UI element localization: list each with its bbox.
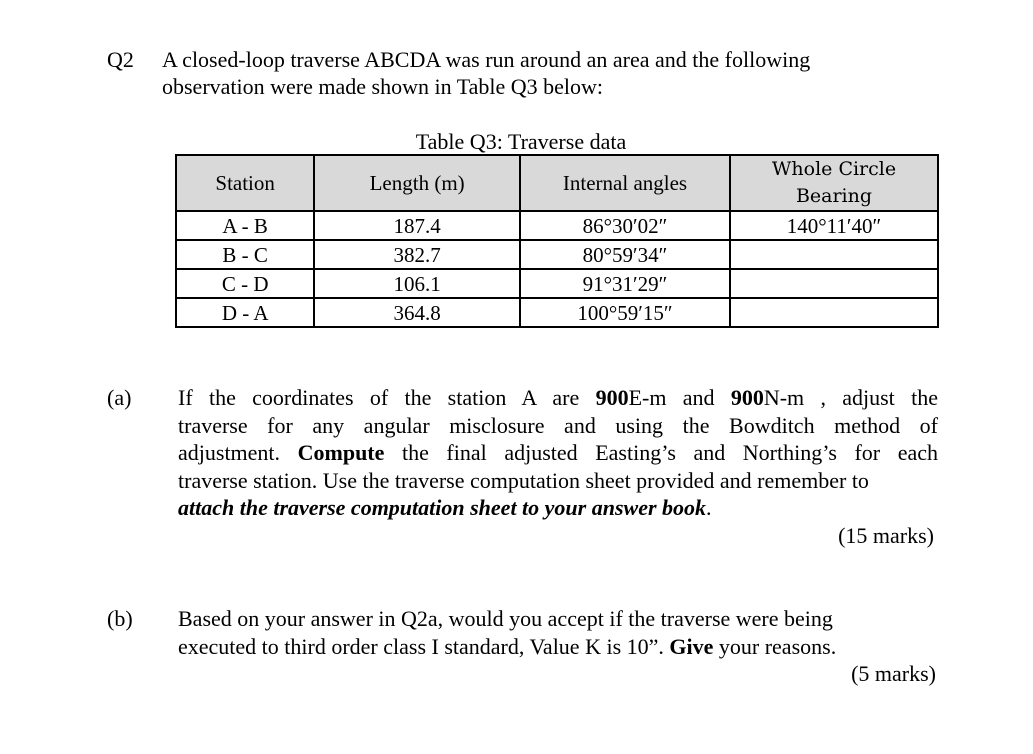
part-b-text [178, 605, 938, 660]
part-b-line-2-post: your reasons. [713, 633, 837, 659]
table-row [176, 240, 938, 269]
part-a-line-1 [178, 384, 938, 412]
part-b-line-2-pre: executed to third order class I standard, Value K is 10”. [178, 633, 670, 659]
part-b-label: (b) [107, 606, 133, 631]
cell-length: 187.4 [314, 211, 520, 240]
table-row [176, 269, 938, 298]
cell-station: C - D [176, 269, 314, 298]
table-row [176, 298, 938, 327]
cell-internal-angle: 86°30′02″ [520, 211, 730, 240]
cell-bearing [730, 298, 938, 327]
cell-length: 364.8 [314, 298, 520, 327]
give-emphasis: Give [669, 633, 714, 659]
header-whole-circle-bearing [730, 155, 938, 211]
cell-station: D - A [176, 298, 314, 327]
part-a-line-2: traverse for any angular misclosure and using the Bowditch method of [178, 412, 938, 438]
part-a-line-1-pre: If the coordinates of the station A are [178, 385, 596, 410]
compute-emphasis: Compute [297, 440, 385, 465]
traverse-data-table [175, 154, 939, 328]
part-a-line-1-mid: E-m and [628, 385, 731, 410]
question-intro-line-1: A closed-loop traverse ABCDA was run around an area and the following [162, 47, 811, 72]
cell-internal-angle: 80°59′34″ [520, 240, 730, 269]
part-b-line-1: Based on your answer in Q2a, would you accept if the traverse were being [178, 606, 833, 631]
attach-sheet-instruction: attach the traverse computation sheet to your answer book [178, 495, 707, 520]
header-internal-angles: Internal angles [520, 155, 730, 211]
northing-value: 900 [730, 385, 764, 410]
cell-bearing: 140°11′40″ [730, 211, 938, 240]
cell-bearing [730, 269, 938, 298]
part-a-line-5-end: . [706, 495, 712, 520]
table-header-row [176, 155, 938, 211]
question-intro-line-2: observation were made shown in Table Q3 below: [162, 74, 603, 99]
header-wcb-line-1: Whole Circle [771, 158, 897, 180]
part-a-line-5 [178, 494, 938, 522]
part-a-line-4: traverse station. Use the traverse computation sheet provided and remember to [178, 467, 869, 493]
part-a-text [178, 384, 938, 522]
part-a-line-3 [178, 439, 938, 467]
header-station: Station [176, 155, 314, 211]
cell-bearing [730, 240, 938, 269]
table-row [176, 211, 938, 240]
table-caption: Table Q3: Traverse data [415, 129, 627, 154]
part-a-line-3-pre: adjustment. [178, 440, 298, 465]
part-b-line-2 [178, 633, 938, 661]
cell-length: 106.1 [314, 269, 520, 298]
easting-value: 900 [595, 385, 629, 410]
part-a-marks: (15 marks) [838, 523, 934, 548]
cell-internal-angle: 100°59′15″ [520, 298, 730, 327]
part-b-marks: (5 marks) [851, 661, 936, 686]
cell-internal-angle: 91°31′29″ [520, 269, 730, 298]
header-wcb-line-2: Bearing [795, 185, 873, 207]
part-a-label: (a) [107, 385, 132, 410]
part-a-line-1-post: N-m , adjust the [763, 385, 938, 410]
question-number: Q2 [107, 47, 134, 72]
cell-length: 382.7 [314, 240, 520, 269]
cell-station: A - B [176, 211, 314, 240]
cell-station: B - C [176, 240, 314, 269]
part-a-line-3-post: the final adjusted Easting’s and Northing’s for each [384, 440, 938, 465]
header-length: Length (m) [314, 155, 520, 211]
